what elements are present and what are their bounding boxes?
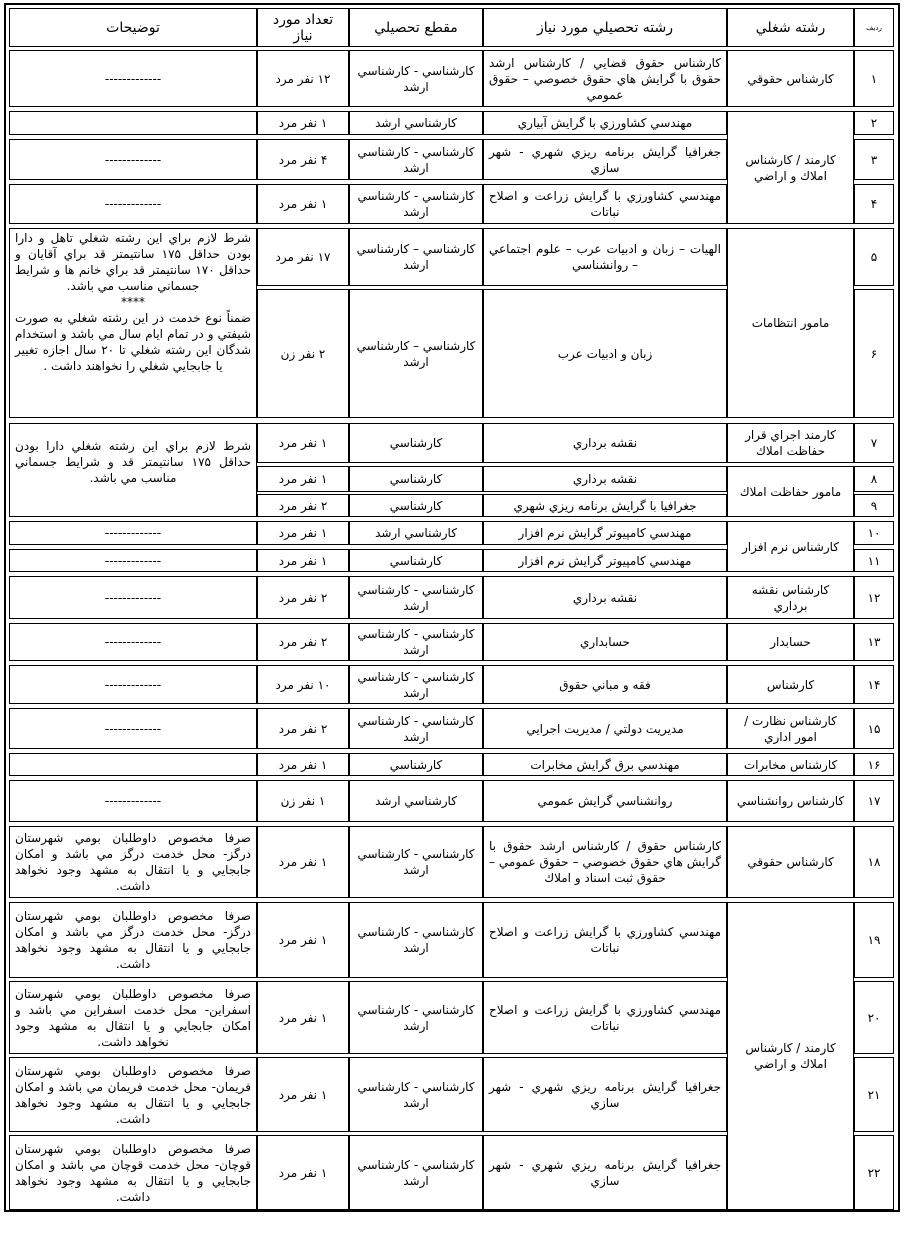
row-21-degree: كارشناسي - كارشناسي ارشد	[357, 1079, 475, 1110]
job-cell-1: كارشناس حقوقي	[747, 71, 834, 86]
row-15-count: ۲ نفر مرد	[278, 721, 328, 736]
row-10-count: ۱ نفر مرد	[278, 526, 328, 540]
row-16-count: ۱ نفر مرد	[278, 757, 328, 772]
row-8-field: نقشه برداري	[572, 472, 638, 486]
row-22-num: ۲۲	[867, 1165, 881, 1180]
row-17-num: ۱۷	[867, 794, 881, 808]
row-13-field: حسابداري	[580, 635, 630, 649]
row-9-field: جغرافيا با گرايش برنامه ريزي شهري	[513, 498, 697, 513]
row-10-num: ۱۰	[867, 526, 881, 540]
row-16-field: مهندسي برق گرايش مخابرات	[530, 757, 680, 772]
row-20-field: مهندسي كشاورزي با گرايش زراعت و اصلاح نباتات	[489, 1002, 721, 1033]
row-19-count: ۱ نفر مرد	[278, 933, 328, 947]
job-cell-12: كارشناس روانشناسي	[736, 794, 845, 808]
row-21-num: ۲۱	[867, 1087, 881, 1102]
notes-cell-border	[10, 754, 257, 776]
job-cell-13: كارشناس حقوقي	[747, 855, 834, 869]
row-18-num: ۱۸	[867, 855, 881, 869]
row-12-field: نقشه برداري	[572, 590, 638, 605]
job-cell-8: حسابدار	[770, 635, 811, 649]
row-11-num: ۱۱	[867, 553, 881, 568]
row-20-notes: صرفا مخصوص داوطلبان بومي شهرستان اسفراين- محل خدمت اسفراين مي باشد و امكان جابجايي و يا انتقال به مشهد وجود نخواهد داشت.	[15, 986, 251, 1049]
row-1-count: ۱۲ نفر مرد	[275, 71, 331, 86]
row-5-field: الهيات – زبان و ادبيات عرب – علوم اجتماعي – روانشناسي	[489, 242, 721, 272]
row-8-degree: كارشناسي	[389, 472, 443, 486]
row-5-count: ۱۷ نفر مرد	[275, 250, 331, 264]
job-cell-5: مامور حفاظت املاك	[739, 484, 842, 499]
row-8-count: ۱ نفر مرد	[278, 472, 328, 486]
row-14-degree: كارشناسي - كارشناسي ارشد	[357, 669, 475, 700]
row-2-count: ۱ نفر مرد	[278, 116, 328, 130]
notes-r5-6-r5_6_sep: ****	[121, 295, 145, 309]
row-14-num: ۱۴	[867, 677, 881, 692]
row-6-count: ۲ نفر زن	[280, 346, 326, 361]
row-22-degree: كارشناسي - كارشناسي ارشد	[357, 1157, 475, 1188]
row-10-degree: كارشناسي ارشد	[375, 526, 457, 540]
row-20-count: ۱ نفر مرد	[278, 1010, 328, 1025]
row-7-degree: كارشناسي	[389, 436, 443, 450]
row-4-num: ۴	[870, 197, 878, 211]
row-4-notes: -------------	[104, 197, 162, 211]
row-12-degree: كارشناسي - كارشناسي ارشد	[357, 582, 475, 613]
row-10-field: مهندسي كامپيوتر گرايش نرم افزار	[518, 526, 692, 540]
row-3-field: جغرافيا گرايش برنامه ريزي شهري - شهر سازي	[489, 144, 721, 175]
row-6-degree: كارشناسي – كارشناسي ارشد	[356, 338, 476, 369]
row-15-degree: كارشناسي - كارشناسي ارشد	[357, 713, 475, 744]
row-3-count: ۴ نفر مرد	[278, 152, 328, 167]
row-1-field: كارشناس حقوق قضايي / كارشناس ارشد حقوق با گرايش هاي حقوق خصوصي – حقوق عمومي	[489, 55, 721, 102]
row-19-num: ۱۹	[867, 933, 881, 947]
row-2-degree: كارشناسي ارشد	[375, 116, 457, 130]
row-3-degree: كارشناسي - كارشناسي ارشد	[357, 144, 475, 175]
row-3-notes: -------------	[104, 152, 162, 167]
row-2-num: ۲	[870, 116, 878, 130]
row-13-degree: كارشناسي - كارشناسي ارشد	[357, 627, 475, 657]
header-notes: توضيحات	[106, 19, 160, 36]
job-cell-3: مامور انتظامات	[751, 316, 830, 330]
row-13-notes: -------------	[104, 635, 162, 649]
row-14-field: فقه و مباني حقوق	[559, 677, 651, 692]
job-cell-4: كارمند اجراي قرار حفاظت املاك	[745, 428, 836, 458]
row-14-notes: -------------	[104, 677, 162, 692]
header-degree: مقطع تحصيلي	[374, 19, 458, 36]
row-5-num: ۵	[870, 250, 878, 264]
row-14-count: ۱۰ نفر مرد	[275, 677, 331, 692]
row-18-field: كارشناس حقوق / كارشناس ارشد حقوق با گرايش هاي حقوق خصوصي – حقوق عمومي – حقوق ثبت اسناد و املاك	[489, 839, 721, 885]
row-15-notes: -------------	[104, 721, 162, 736]
row-5-degree: كارشناسي – كارشناسي ارشد	[356, 242, 476, 272]
row-6-num: ۶	[870, 346, 878, 361]
row-19-degree: كارشناسي - كارشناسي ارشد	[357, 925, 475, 955]
notes-r5-6-r5_6: شرط لازم براي اين رشته شغلي تاهل و دارا بودن حداقل ۱۷۵ سانتيمتر قد براي آقايان و حداقل ۱۷۰ سانتيمتر قد براي خانم ها و شرايط جسماني مناسب مي باشد.	[15, 231, 251, 293]
row-4-count: ۱ نفر مرد	[278, 197, 328, 211]
notes-cell-border	[10, 112, 257, 135]
row-19-notes: صرفا مخصوص داوطلبان بومي شهرستان درگز- محل خدمت درگز مي باشد و امكان جابجايي و يا انتقال به مشهد وجود نخواهد داشت.	[15, 909, 251, 971]
row-12-count: ۲ نفر مرد	[278, 590, 328, 605]
row-10-notes: -------------	[104, 526, 162, 540]
row-11-degree: كارشناسي	[389, 553, 443, 568]
job-cell-10: كارشناس نظارت / امور اداري	[744, 713, 837, 744]
header-num: رديف	[866, 23, 882, 32]
row-17-notes: -------------	[104, 794, 162, 808]
header-job: رشته شغلي	[755, 19, 826, 36]
row-20-num: ۲۰	[867, 1010, 881, 1025]
row-12-notes: -------------	[104, 590, 162, 605]
row-16-degree: كارشناسي	[389, 757, 443, 772]
row-22-field: جغرافيا گرايش برنامه ريزي شهري - شهر سازي	[489, 1157, 721, 1188]
row-9-num: ۹	[870, 498, 878, 513]
row-1-degree: كارشناسي - كارشناسي ارشد	[357, 63, 475, 94]
row-1-notes: -------------	[104, 71, 162, 86]
row-15-field: مديريت دولتي / مديريت اجرايي	[526, 721, 684, 736]
header-count: تعداد مورد نياز	[272, 11, 334, 44]
row-9-count: ۲ نفر مرد	[278, 498, 328, 513]
row-21-count: ۱ نفر مرد	[278, 1087, 328, 1102]
row-11-count: ۱ نفر مرد	[278, 553, 328, 568]
notes-r5-6	[11, 229, 255, 417]
notes-r7-9: شرط لازم براي اين رشته شغلي دارا بودن حداقل ۱۷۵ سانتيمتر قد و شرايط جسماني مناسب مي باشد.	[15, 439, 251, 485]
row-11-notes: -------------	[104, 553, 162, 568]
row-18-notes: صرفا مخصوص داوطلبان بومي شهرستان درگز- محل خدمت درگز مي باشد و امكان جابجايي و يا انتقال به مشهد وجود نخواهد داشت.	[15, 831, 251, 893]
notes-r5-6-r5_6_b: ضمناً نوع خدمت در اين رشته شغلي به صورت شيفتي و در تمام ايام سال مي باشد و استخدام شدگان اين رشته شغلي تا ۲۰ سال اجازه تغيير يا جابجايي شغلي را نخواهند داشت .	[15, 311, 251, 373]
row-16-num: ۱۶	[867, 757, 881, 772]
row-22-notes: صرفا مخصوص داوطلبان بومي شهرستان قوچان- محل خدمت قوچان مي باشد و امكان جابجايي و يا انتقال به مشهد وجود نخواهد داشت.	[15, 1141, 251, 1204]
job-cell-11: كارشناس مخابرات	[743, 757, 838, 772]
row-6-field: زبان و ادبيات عرب	[557, 346, 653, 361]
row-18-count: ۱ نفر مرد	[278, 855, 328, 869]
row-12-num: ۱۲	[867, 590, 881, 605]
row-4-degree: كارشناسي - كارشناسي ارشد	[357, 189, 475, 219]
row-13-count: ۲ نفر مرد	[278, 635, 328, 649]
job-cell-7: كارشناس نقشه برداري	[751, 582, 830, 613]
row-2-field: مهندسي كشاورزي با گرايش آبياري	[517, 116, 693, 130]
row-4-field: مهندسي كشاورزي با گرايش زراعت و اصلاح نباتات	[489, 189, 721, 219]
job-cell-14: كارمند / كارشناس املاك و اراضي	[745, 1041, 836, 1071]
row-7-count: ۱ نفر مرد	[278, 436, 328, 450]
row-22-count: ۱ نفر مرد	[278, 1165, 328, 1180]
row-21-field: جغرافيا گرايش برنامه ريزي شهري - شهر سازي	[489, 1079, 721, 1110]
row-3-num: ۳	[870, 152, 878, 167]
row-7-num: ۷	[870, 436, 878, 450]
row-9-degree: كارشناسي	[389, 498, 443, 513]
row-17-count: ۱ نفر زن	[280, 794, 326, 808]
row-15-num: ۱۵	[867, 721, 881, 736]
row-8-num: ۸	[870, 472, 878, 486]
job-cell-6: كارشناس نرم افزار	[742, 539, 839, 554]
row-20-degree: كارشناسي - كارشناسي ارشد	[357, 1002, 475, 1033]
row-17-field: روانشناسي گرايش عمومي	[537, 794, 673, 808]
row-1-num: ۱	[870, 71, 878, 86]
row-19-field: مهندسي كشاورزي با گرايش زراعت و اصلاح نباتات	[489, 925, 721, 955]
job-requirements-table	[4, 3, 900, 1212]
header-field: رشته تحصيلي مورد نياز	[536, 19, 674, 36]
job-cell-2: كارمند / كارشناس املاك و اراضي	[745, 152, 836, 183]
row-17-degree: كارشناسي ارشد	[375, 794, 457, 808]
job-cell-9: كارشناس	[766, 677, 815, 692]
row-18-degree: كارشناسي - كارشناسي ارشد	[357, 847, 475, 877]
row-11-field: مهندسي كامپيوتر گرايش نرم افزار	[518, 553, 692, 568]
row-13-num: ۱۳	[867, 635, 881, 649]
row-21-notes: صرفا مخصوص داوطلبان بومي شهرستان فريمان- محل خدمت فريمان مي باشد و امكان جابجايي و يا انتقال به مشهد وجود نخواهد داشت.	[15, 1063, 251, 1126]
row-7-field: نقشه برداري	[572, 436, 638, 450]
